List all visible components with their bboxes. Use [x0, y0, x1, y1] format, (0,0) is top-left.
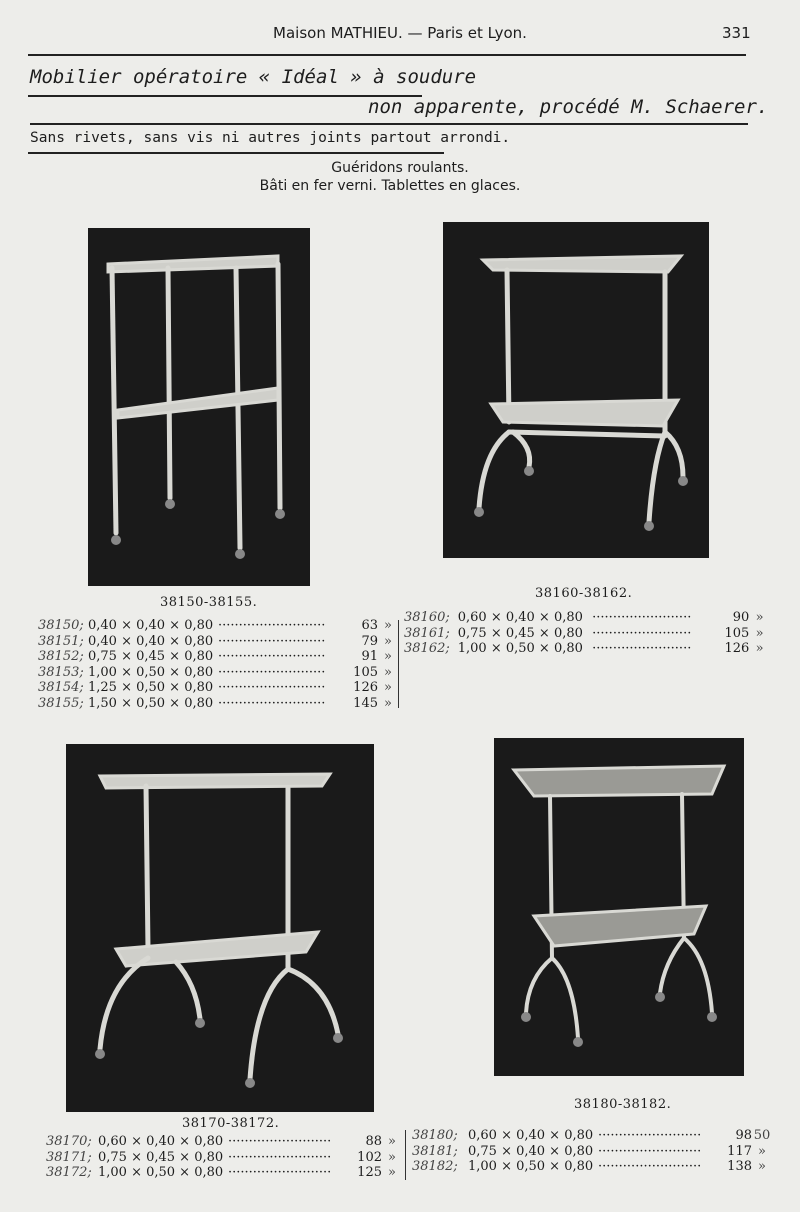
item-dimensions: 0,40 × 0,40 × 0,80	[88, 618, 214, 633]
table-row	[38, 634, 398, 650]
item-price-unit: »	[384, 695, 392, 711]
item-code: 38180;	[412, 1128, 458, 1143]
item-dimensions: 0,60 × 0,40 × 0,80	[457, 610, 583, 625]
item-code: 38152;	[38, 649, 84, 664]
dot-leader: ························	[592, 625, 692, 641]
dot-leader: ·························	[228, 1165, 332, 1180]
item-price-unit: »	[384, 649, 392, 664]
trolley-illustration-3	[66, 744, 374, 1112]
table-row	[46, 1134, 402, 1150]
item-dimensions: 0,75 × 0,45 × 0,80	[88, 649, 214, 664]
item-code: 38162;	[404, 641, 450, 656]
item-price: 138	[727, 1159, 752, 1174]
item-code: 38153;	[38, 664, 84, 680]
dot-leader: ··························	[218, 618, 326, 633]
dot-leader: ··························	[218, 649, 326, 664]
item-price: 91	[361, 649, 378, 664]
item-price-unit: 50	[753, 1128, 771, 1143]
table-row	[38, 665, 398, 681]
item-dimensions: 1,00 × 0,50 × 0,80	[98, 1165, 224, 1180]
item-price: 63	[361, 618, 378, 633]
table-row	[412, 1144, 772, 1160]
item-price: 117	[727, 1143, 752, 1159]
item-price-unit: »	[384, 664, 392, 680]
dot-leader: ··························	[218, 695, 326, 711]
item-code: 38161;	[404, 625, 450, 641]
dot-leader: ··························	[218, 633, 326, 649]
item-price: 145	[353, 695, 378, 711]
price-table-38170	[46, 1134, 402, 1181]
item-code: 38182;	[412, 1159, 458, 1174]
table-row	[46, 1165, 402, 1181]
table-row	[46, 1150, 402, 1166]
item-price: 102	[357, 1149, 382, 1165]
item-price: 125	[357, 1165, 382, 1180]
title-line-1-underline	[28, 95, 422, 97]
price-table-38160	[404, 610, 770, 657]
item-price-unit: »	[388, 1165, 396, 1180]
table-row	[412, 1128, 772, 1144]
dot-leader: ························	[592, 641, 692, 656]
item-dimensions: 0,75 × 0,40 × 0,80	[468, 1143, 594, 1159]
table-row	[38, 649, 398, 665]
item-price-unit: »	[755, 641, 764, 656]
caption-38180-38182: 38180-38182.	[574, 1097, 672, 1112]
item-price: 126	[353, 680, 378, 695]
trolley-illustration-4	[494, 738, 744, 1076]
item-price-unit: »	[755, 610, 764, 625]
title-line-2: non apparente, procédé M. Schaerer.	[368, 96, 769, 118]
page-number: 331	[722, 24, 751, 42]
table-row	[38, 618, 398, 634]
item-dimensions: 0,75 × 0,45 × 0,80	[98, 1149, 224, 1165]
item-code: 38172;	[46, 1165, 92, 1180]
table-row	[412, 1159, 772, 1175]
table-row	[404, 641, 770, 657]
item-price-unit: »	[758, 1143, 766, 1159]
dot-leader: ·························	[598, 1159, 702, 1174]
item-price-unit: »	[388, 1134, 396, 1149]
table-row	[404, 610, 770, 626]
table-row	[38, 680, 398, 696]
item-price-unit: »	[384, 618, 392, 633]
item-dimensions: 1,00 × 0,50 × 0,80	[457, 641, 583, 656]
item-price: 98	[735, 1128, 752, 1143]
item-price: 90	[732, 610, 750, 625]
caption-38170-38172: 38170-38172.	[182, 1116, 280, 1131]
item-code: 38181;	[412, 1143, 458, 1159]
dot-leader: ·························	[598, 1128, 702, 1143]
item-price-unit: »	[388, 1149, 396, 1165]
item-dimensions: 1,00 × 0,50 × 0,80	[88, 664, 214, 680]
product-photo-3	[66, 744, 374, 1112]
item-dimensions: 1,00 × 0,50 × 0,80	[468, 1159, 594, 1174]
dot-leader: ··························	[218, 680, 326, 695]
item-price: 105	[353, 664, 378, 680]
item-price-unit: »	[758, 1159, 766, 1174]
item-dimensions: 0,60 × 0,40 × 0,80	[98, 1134, 224, 1149]
item-price: 126	[724, 641, 750, 656]
section-description: Bâti en fer verni. Tablettes en glaces.	[259, 178, 521, 194]
item-code: 38154;	[38, 680, 84, 695]
title-line-1: Mobilier opératoire « Idéal » à soudure	[30, 66, 477, 88]
caption-38160-38162: 38160-38162.	[535, 586, 633, 601]
title-line-2-underline	[30, 123, 748, 125]
product-photo-4	[494, 738, 744, 1076]
table-row	[404, 626, 770, 642]
product-photo-2	[443, 222, 709, 558]
item-dimensions: 0,75 × 0,45 × 0,80	[457, 625, 583, 641]
subtitle: Sans rivets, sans vis ni autres joints partout arrondi.	[30, 130, 511, 146]
dot-leader: ··························	[218, 664, 326, 680]
running-header: Maison MATHIEU. — Paris et Lyon.	[273, 24, 527, 42]
item-dimensions: 0,40 × 0,40 × 0,80	[88, 633, 214, 649]
item-price: 79	[361, 633, 378, 649]
item-code: 38155;	[38, 695, 84, 711]
price-table-38180	[412, 1128, 772, 1175]
item-code: 38171;	[46, 1149, 92, 1165]
dot-leader: ·························	[228, 1149, 332, 1165]
item-code: 38170;	[46, 1134, 92, 1149]
item-dimensions: 0,60 × 0,40 × 0,80	[468, 1128, 594, 1143]
column-divider	[398, 620, 399, 708]
item-price: 105	[724, 625, 750, 641]
section-title: Guéridons roulants.	[331, 160, 469, 176]
column-divider	[405, 1130, 406, 1180]
table-row	[38, 696, 398, 712]
trolley-illustration-2	[443, 222, 709, 558]
item-price: 88	[365, 1134, 382, 1149]
dot-leader: ·························	[598, 1143, 702, 1159]
item-dimensions: 1,50 × 0,50 × 0,80	[88, 695, 214, 711]
item-code: 38160;	[404, 610, 450, 625]
price-table-38150	[38, 618, 398, 711]
item-code: 38150;	[38, 618, 84, 633]
item-dimensions: 1,25 × 0,50 × 0,80	[88, 680, 214, 695]
item-price-unit: »	[384, 633, 392, 649]
caption-38150-38155: 38150-38155.	[160, 595, 258, 610]
item-price-unit: »	[384, 680, 392, 695]
dot-leader: ·························	[228, 1134, 332, 1149]
subtitle-underline	[28, 152, 444, 154]
trolley-illustration-1	[88, 228, 310, 586]
header-rule	[28, 54, 746, 56]
item-price-unit: »	[755, 625, 764, 641]
dot-leader: ························	[592, 610, 692, 625]
product-photo-1	[88, 228, 310, 586]
item-code: 38151;	[38, 633, 84, 649]
